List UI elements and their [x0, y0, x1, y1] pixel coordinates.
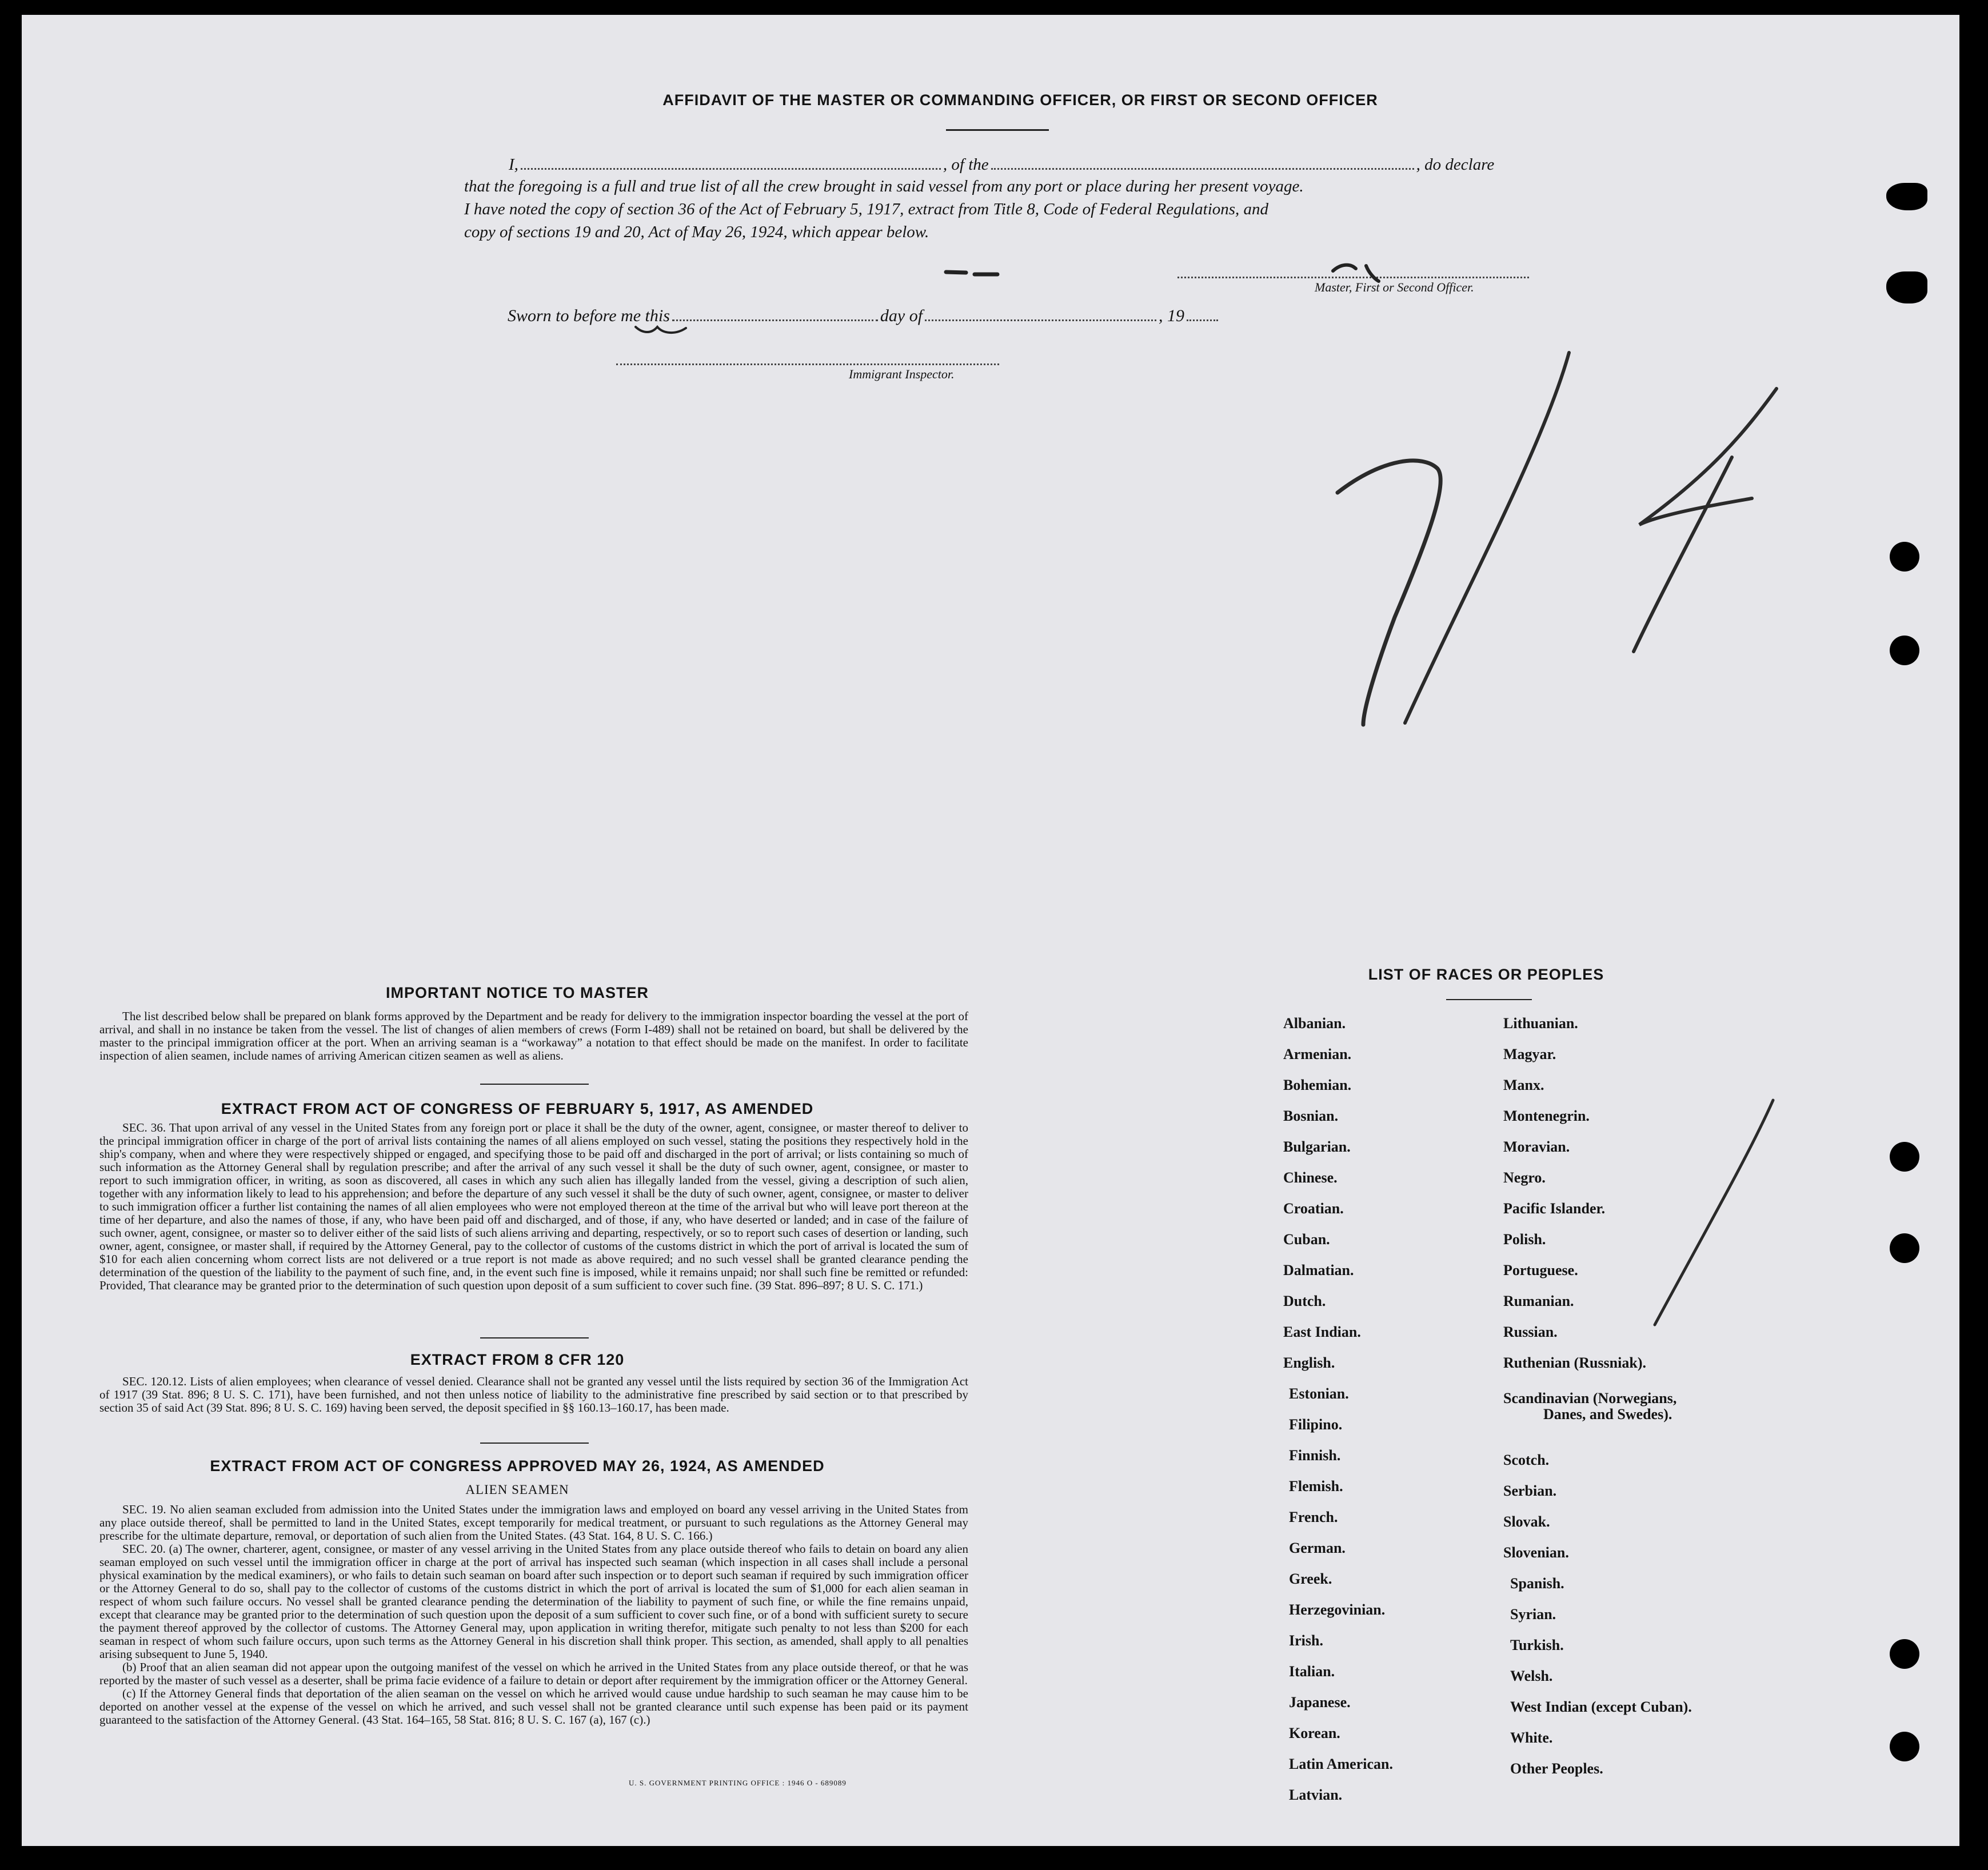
- divider: [480, 1337, 589, 1338]
- race-item: Welsh.: [1510, 1668, 1553, 1684]
- race-item-scandinavian: Scandinavian (Norwegians,: [1503, 1390, 1677, 1407]
- sec-19-paragraph: SEC. 19. No alien seaman excluded from admission into the United States under the immigration laws and employed on board any vessel arriving in the United States from any place outside thereof, shall be permitted to land in the United States, except temporarily for medical treatment, or pursuant to such regulations as the Attorney General may prescribe for the ultimate departure, removal, or deportation of such alien from the United States. (43 Stat. 164, 8 U. S. C. 166.): [99, 1503, 968, 1543]
- race-item: Flemish.: [1289, 1478, 1343, 1495]
- race-item: Negro.: [1503, 1169, 1546, 1186]
- race-item: Finnish.: [1289, 1447, 1341, 1464]
- race-item: Irish.: [1289, 1632, 1323, 1649]
- race-item: Magyar.: [1503, 1046, 1556, 1062]
- alien-seamen-subtitle: ALIEN SEAMEN: [465, 1483, 569, 1497]
- race-item: Italian.: [1289, 1663, 1335, 1680]
- race-item: Bulgarian.: [1283, 1138, 1351, 1155]
- race-item: Armenian.: [1283, 1046, 1352, 1062]
- race-item: Rumanian.: [1503, 1293, 1574, 1309]
- notice-paragraph: The list described below shall be prepared on blank forms approved by the Department and be ready for delivery to the immigration inspector boarding the vessel at the port of arrival, and shall in no instance be taken from the vessel. The list of changes of alien members of crews (Form I-489) shall not be retained on board, but shall be delivered by the master to the principal immigration officer at the port. When an arriving seaman is a “workaway” a notation to that effect should be made on the manifest. In order to facilitate inspection of alien seamen, include names of arriving American citizen seamen as well as aliens.: [99, 1009, 968, 1062]
- race-item: Lithuanian.: [1503, 1015, 1578, 1032]
- handwritten-7: [1338, 461, 1440, 725]
- race-item: Pacific Islander.: [1503, 1200, 1606, 1217]
- handwritten-1: [1405, 353, 1569, 723]
- extract-cfr-body: [99, 1375, 968, 1415]
- race-item: Ruthenian (Russniak).: [1503, 1354, 1646, 1371]
- race-item: Scotch.: [1503, 1452, 1550, 1468]
- handwritten-number-714: [1338, 353, 1777, 725]
- race-item: Japanese.: [1289, 1694, 1351, 1711]
- race-item: Dutch.: [1283, 1293, 1326, 1309]
- sec-20c-paragraph: (c) If the Attorney General finds that deportation of the alien seaman on the vessel on which he arrived would cause undue hardship to such seaman he may cause him to be deported on another vessel at the expense of the vessel on which he arrived, and such vessel shall not be granted clearance until such expense has been paid or its payment guaranteed to the satisfaction of the Attorney General. (43 Stat. 164–165, 58 Stat. 816; 8 U. S. C. 167 (a), 167 (c).): [99, 1687, 968, 1727]
- of-the-label: , of the: [943, 155, 989, 174]
- race-item: Russian.: [1503, 1324, 1558, 1340]
- extract-1917-body: [99, 1121, 968, 1292]
- race-item: Polish.: [1503, 1231, 1546, 1248]
- race-item: Herzegovinian.: [1289, 1601, 1386, 1618]
- race-item: Turkish.: [1510, 1637, 1564, 1653]
- i-label: I,: [509, 155, 518, 174]
- notice-body: [99, 1010, 968, 1062]
- affidavit-line-3: I have noted the copy of section 36 of the Act of February 5, 1917, extract from Title 8, Code of Federal Regulations, and: [464, 200, 1269, 218]
- race-item: Korean.: [1289, 1725, 1340, 1741]
- notice-title: IMPORTANT NOTICE TO MASTER: [386, 984, 649, 1001]
- race-item: Filipino.: [1289, 1416, 1343, 1433]
- race-item: Greek.: [1289, 1571, 1332, 1587]
- race-item: Slovak.: [1503, 1513, 1550, 1530]
- sec-36-paragraph: SEC. 36. That upon arrival of any vessel in the United States from any foreign port or place it shall be the duty of the owner, agent, consignee, or master thereof to deliver to the principal immigration officer in charge of the port of arrival lists containing the names of all aliens employed on such vessel, stating the positions they respectively hold in the ship's company, when and where they were respectively shipped or engaged, and specifying those to be paid off and discharged in the port of arrival; or lists containing so much of such information as the Attorney General shall by regulation prescribe; and after the arrival of any such vessel it shall be the duty of such owner, agent, consignee, or master to report to such immigration officer, in writing, as soon as discovered, all cases in which any such alien has illegally landed from the vessel, giving a description of such alien, together with any information likely to lead to his apprehension; and before the departure of any such vessel it shall be the duty of such owner, agent, consignee, or master to deliver to such immigration officer a further list containing the names of all alien employees who were not employed thereon at the time of the arrival but who will leave port thereon at the time of her departure, and also the names of those, if any, who have been paid off and discharged, and of those, if any, who have deserted or landed; and in case of the failure of such owner, agent, consignee, or master so to deliver either of the said lists of such aliens arriving and departing, respectively, or so to report such cases of desertion or landing, such owner, agent, consignee, or master shall, if required by the Attorney General, pay to the collector of customs of the customs district in which the port of arrival is located the sum of $10 for each alien concerning whom correct lists are not delivered or a true report is not made as above required; and no such vessel shall be granted clearance pending the determination of the question of the liability to the payment of such fine, and, in the event such fine is imposed, while it remains unpaid; nor shall such fine be remitted or refunded: Provided, That clearance may be granted prior to the determination of such question upon deposit of a sum sufficient to cover such fine. (39 Stat. 896–897; 8 U. S. C. 171.): [99, 1121, 968, 1292]
- affidavit-line-2: that the foregoing is a full and true list of all the crew brought in said vessel from any port or place during her present voyage.: [464, 177, 1304, 195]
- race-item: West Indian (except Cuban).: [1510, 1699, 1692, 1715]
- inspector-label: Immigrant Inspector.: [849, 367, 955, 381]
- race-item: Manx.: [1503, 1077, 1544, 1093]
- race-item: Montenegrin.: [1503, 1108, 1590, 1124]
- check-mark: [1655, 1100, 1773, 1325]
- race-item: White.: [1510, 1729, 1553, 1746]
- race-item: Syrian.: [1510, 1606, 1556, 1623]
- divider: [480, 1084, 589, 1085]
- race-item: Serbian.: [1503, 1483, 1557, 1499]
- divider: [1446, 999, 1532, 1000]
- handwritten-4b: [1634, 457, 1732, 652]
- sec-20b-paragraph: (b) Proof that an alien seaman did not appear upon the outgoing manifest of the vessel on which he arrived in the United States from any place outside thereof, or that he was reported by the master of such vessel as a deserter, shall be prima facie evidence of a failure to detain or deport after requirement by the immigration officer or the Attorney General.: [99, 1660, 968, 1687]
- race-item: Estonian.: [1289, 1385, 1349, 1402]
- divider: [480, 1443, 589, 1444]
- race-item: Spanish.: [1510, 1575, 1564, 1592]
- extract-1924-body: [99, 1503, 968, 1727]
- do-declare-label: , do declare: [1416, 155, 1495, 174]
- race-item: Slovenian.: [1503, 1544, 1569, 1561]
- race-item: Cuban.: [1283, 1231, 1330, 1248]
- races-title: LIST OF RACES OR PEOPLES: [1368, 966, 1604, 983]
- race-item: Croatian.: [1283, 1200, 1344, 1217]
- race-item: Albanian.: [1283, 1015, 1346, 1032]
- sworn-label: Sworn to before me this: [508, 306, 670, 325]
- race-item: Latvian.: [1289, 1787, 1343, 1803]
- race-item: English.: [1283, 1354, 1335, 1371]
- race-item: East Indian.: [1283, 1324, 1361, 1340]
- race-item: Portuguese.: [1503, 1262, 1578, 1278]
- extract-1917-title: EXTRACT FROM ACT OF CONGRESS OF FEBRUARY 5, 1917, AS AMENDED: [221, 1100, 814, 1117]
- mark-c: [636, 327, 686, 333]
- race-item-scandinavian: Danes, and Swedes).: [1543, 1406, 1672, 1423]
- master-signature-label: Master, First or Second Officer.: [1315, 280, 1474, 294]
- year-label: , 19: [1159, 306, 1185, 325]
- race-item: Bohemian.: [1283, 1077, 1352, 1093]
- race-item: Bosnian.: [1283, 1108, 1339, 1124]
- race-item: Other Peoples.: [1510, 1760, 1603, 1777]
- sec-120-12-paragraph: SEC. 120.12. Lists of alien employees; when clearance of vessel denied. Clearance shall not be granted any vessel until the lists required by section 36 of the Immigration Act of 1917 (39 Stat. 896; 8 U. S. C. 171), have been furnished, and not then unless notice of liability to the administrative fine prescribed by said section or to that prescribed by section 35 of said Act (39 Stat. 896; 8 U. S. C. 169) having been served, the deposit specified in §§ 160.13–160.17, has been made.: [99, 1374, 968, 1415]
- race-item: Chinese.: [1283, 1169, 1338, 1186]
- mark-a: [946, 272, 997, 274]
- day-of-label: day of: [880, 306, 923, 325]
- race-item: Latin American.: [1289, 1756, 1393, 1772]
- extract-1924-title: EXTRACT FROM ACT OF CONGRESS APPROVED MAY 26, 1924, AS AMENDED: [210, 1457, 825, 1475]
- affidavit-line-4: copy of sections 19 and 20, Act of May 26, 1924, which appear below.: [464, 223, 929, 241]
- mark-b: [1333, 265, 1379, 281]
- race-item: Moravian.: [1503, 1138, 1570, 1155]
- printer-imprint: U. S. GOVERNMENT PRINTING OFFICE : 1946 O - 689089: [629, 1779, 847, 1787]
- race-item: German.: [1289, 1540, 1346, 1556]
- race-item: Dalmatian.: [1283, 1262, 1354, 1278]
- affidavit-title: AFFIDAVIT OF THE MASTER OR COMMANDING OFFICER, OR FIRST OR SECOND OFFICER: [662, 91, 1378, 109]
- sec-20a-paragraph: SEC. 20. (a) The owner, charterer, agent, consignee, or master of any vessel arriving in the United States from any place outside thereof who fails to detain on board any alien seaman employed on such vessel until the immigration officer in charge at the port of arrival has inspected such seaman (which inspection in all cases shall include a personal physical examination by the medical examiners), or who fails to detain such seaman on board after such inspection or to deport such seaman if required by such immigration officer or the Attorney General to do so, shall pay to the collector of customs of the customs district in which the port of arrival is located the sum of $1,000 for each alien seaman in respect of whom such failure occurs. No vessel shall be granted clearance pending the determination of the liability to payment of such fine, or while the fine remains unpaid, except that clearance may be granted prior to the determination of such question upon the deposit of a sum sufficient to cover such fine, or of a bond with sufficient surety to secure the payment thereof approved by the collector of customs. The Attorney General may, upon application in writing therefor, mitigate such penalty to not less than $200 for each seaman in respect of whom such failure occurs, upon such terms as the Attorney General in his discretion shall think proper. This section, as amended, shall apply to all penalties arising subsequent to June 5, 1940.: [99, 1542, 968, 1661]
- race-item: French.: [1289, 1509, 1338, 1525]
- extract-cfr-title: EXTRACT FROM 8 CFR 120: [410, 1351, 625, 1368]
